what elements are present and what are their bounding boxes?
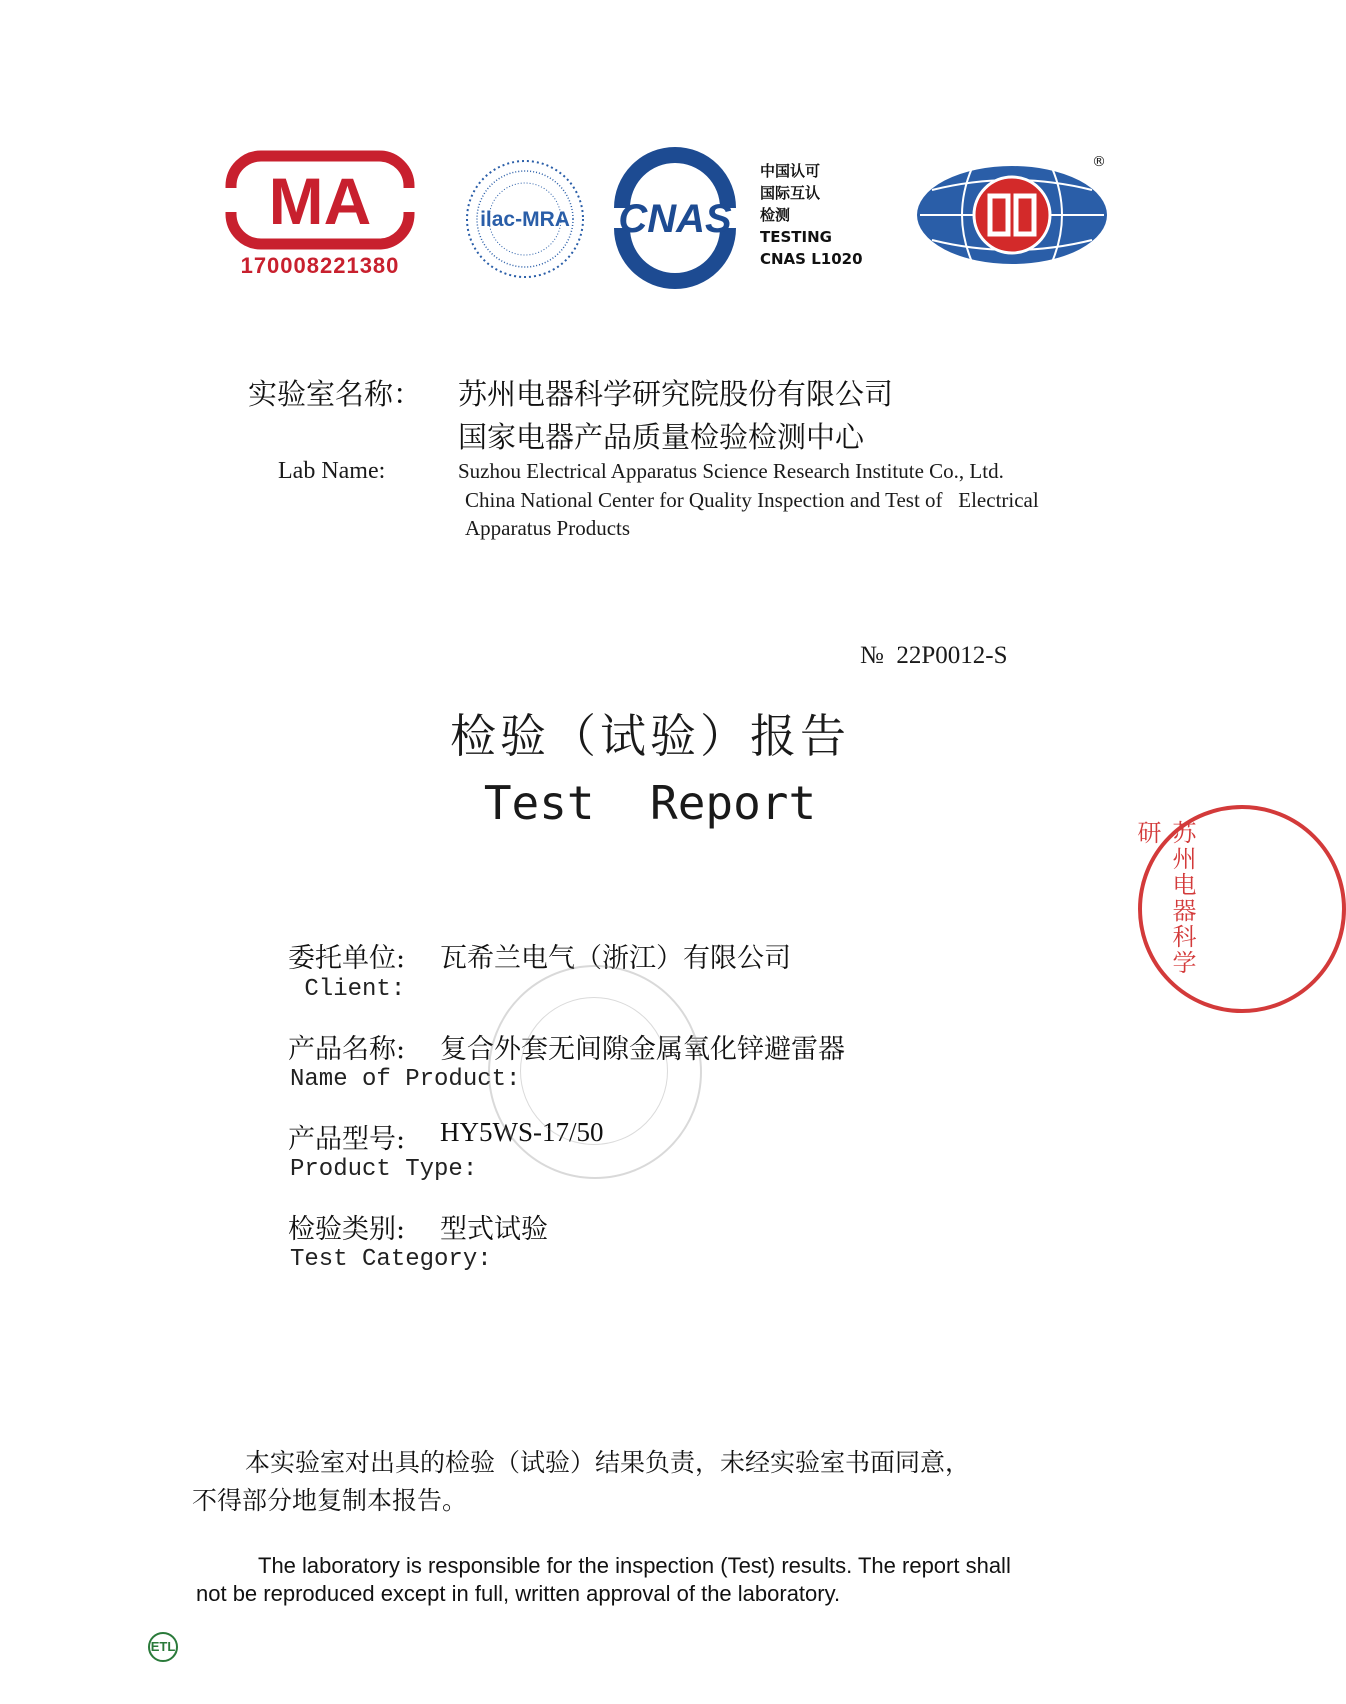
lab-name-label-cn: 实验室名称： <box>248 377 423 411</box>
product-name-label-en: Name of Product: <box>290 1066 521 1093</box>
cnas-logo <box>604 160 746 276</box>
product-type-label-en: Product Type: <box>290 1156 478 1183</box>
lab-emblem-logo <box>912 160 1112 270</box>
red-seal-text: 苏州电器科学研 <box>1133 820 1196 976</box>
report-title-en: Test Report <box>483 776 817 830</box>
cnas-line: TESTING <box>760 228 832 246</box>
test-category-label-en: Test Category: <box>290 1246 492 1273</box>
cnas-line: 国际互认 <box>760 184 821 202</box>
lab-name-label-en: Lab Name: <box>278 458 386 484</box>
notice-en-line-1: The laboratory is responsible for the inspection (Test) results. The report shall <box>258 1553 1011 1578</box>
report-title-cn: 检验（试验）报告 <box>450 709 850 763</box>
cnas-line: 检测 <box>760 206 791 224</box>
notice-cn-line-1: 本实验室对出具的检验（试验）结果负责，未经实验室书面同意， <box>245 1448 971 1477</box>
product-name-label: 产品名称: <box>288 1034 406 1065</box>
embossed-seal-inner-ring <box>520 997 668 1145</box>
product-name-value: 复合外套无间隙金属氧化锌避雷器 <box>440 1034 845 1065</box>
product-type-value: HY5WS-17/50 <box>440 1117 604 1147</box>
notice-cn-line-2: 不得部分地复制本报告。 <box>192 1486 468 1515</box>
cma-number: 170008221380 <box>240 253 400 278</box>
svg-text:CNAS: CNAS <box>618 197 732 241</box>
client-label-en: Client: <box>290 976 406 1003</box>
lab-name-en-1: Suzhou Electrical Apparatus Science Research Institute Co., Ltd. <box>458 459 1004 483</box>
report-number: № 22P0012-S <box>860 642 1008 669</box>
registered-mark: ® <box>1092 154 1106 170</box>
lab-name-en-2: China National Center for Quality Inspection and Test of Electrical <box>465 488 1039 512</box>
etl-mark: ETL <box>148 1632 178 1662</box>
lab-name-cn-1: 苏州电器科学研究院股份有限公司 <box>458 377 894 411</box>
cnas-line: 中国认可 <box>760 162 821 180</box>
test-category-label: 检验类别: <box>288 1214 406 1245</box>
lab-name-en-3: Apparatus Products <box>465 516 631 540</box>
cma-logo <box>225 150 415 250</box>
cnas-accreditation-text <box>760 160 863 270</box>
test-category-value: 型式试验 <box>440 1214 548 1245</box>
client-value: 瓦希兰电气（浙江）有限公司 <box>440 943 791 974</box>
cnas-line: CNAS L1020 <box>760 250 863 268</box>
lab-name-cn-2: 国家电器产品质量检验检测中心 <box>458 420 865 454</box>
svg-text:ilac-MRA: ilac-MRA <box>480 208 570 231</box>
client-label: 委托单位: <box>288 943 406 974</box>
ilac-mra-logo <box>462 156 588 282</box>
product-type-label: 产品型号: <box>288 1124 406 1155</box>
svg-text:MA: MA <box>268 164 372 238</box>
notice-en-line-2: not be reproduced except in full, written approval of the laboratory. <box>196 1581 841 1606</box>
